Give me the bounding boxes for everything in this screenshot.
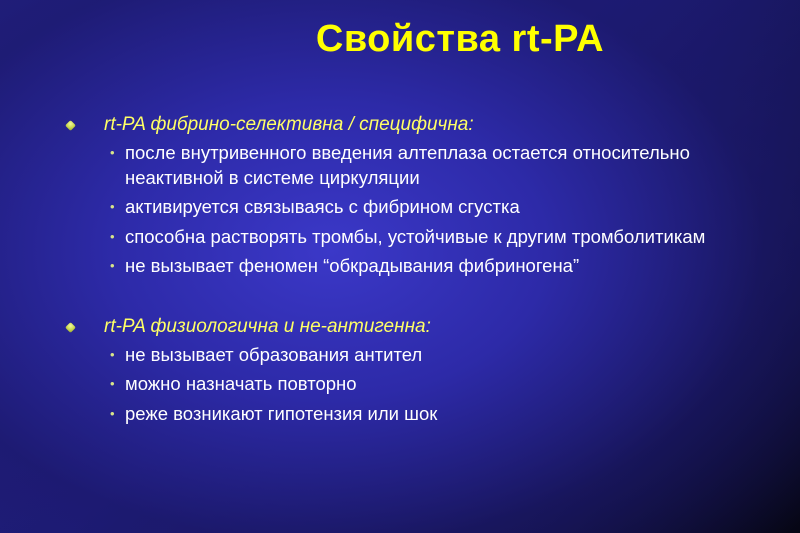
dot-bullet-icon: •	[110, 258, 115, 273]
section-heading-text: rt-PA физиологична и не-антигенна:	[104, 315, 431, 337]
list-item-text: способна растворять тромбы, устойчивые к другим тромболитикам	[125, 225, 706, 247]
dot-bullet-icon: •	[110, 405, 115, 421]
slide-title: Свойства rt-PA	[315, 18, 605, 60]
list-item-text: можно назначать повторно	[125, 373, 357, 394]
list-item	[66, 141, 766, 190]
section-heading	[66, 112, 766, 137]
list-item	[66, 225, 766, 250]
section-heading-text: rt-PA фибрино-селективна / специфична:	[104, 114, 474, 135]
list-item	[66, 195, 766, 220]
list-item-text: после внутривенного введения алтеплаза остается относительно неактивной в системе циркуляции	[125, 142, 690, 188]
section-physiologic	[66, 314, 766, 427]
list-item-text: не вызывает феномен “обкрадывания фибриногена”	[125, 255, 580, 276]
diamond-bullet-icon	[65, 120, 76, 131]
dot-bullet-icon: •	[110, 346, 115, 362]
section-fibrin-selective	[66, 112, 766, 279]
bullet-list	[66, 343, 766, 427]
list-item-text: не вызывает образования антител	[125, 343, 423, 365]
list-item	[66, 343, 766, 368]
diamond-bullet-icon	[65, 322, 76, 333]
list-item	[66, 402, 766, 427]
section-heading	[66, 314, 766, 339]
list-item	[66, 254, 766, 279]
list-item-text: реже возникают гипотензия или шок	[125, 402, 438, 424]
dot-bullet-icon: •	[110, 376, 115, 391]
list-item-text: активируется связываясь с фибрином сгустка	[125, 196, 520, 217]
dot-bullet-icon: •	[110, 145, 115, 160]
list-item	[66, 372, 766, 397]
slide-content	[66, 112, 766, 431]
dot-bullet-icon: •	[110, 199, 115, 214]
bullet-list	[66, 141, 766, 279]
dot-bullet-icon: •	[110, 228, 115, 244]
